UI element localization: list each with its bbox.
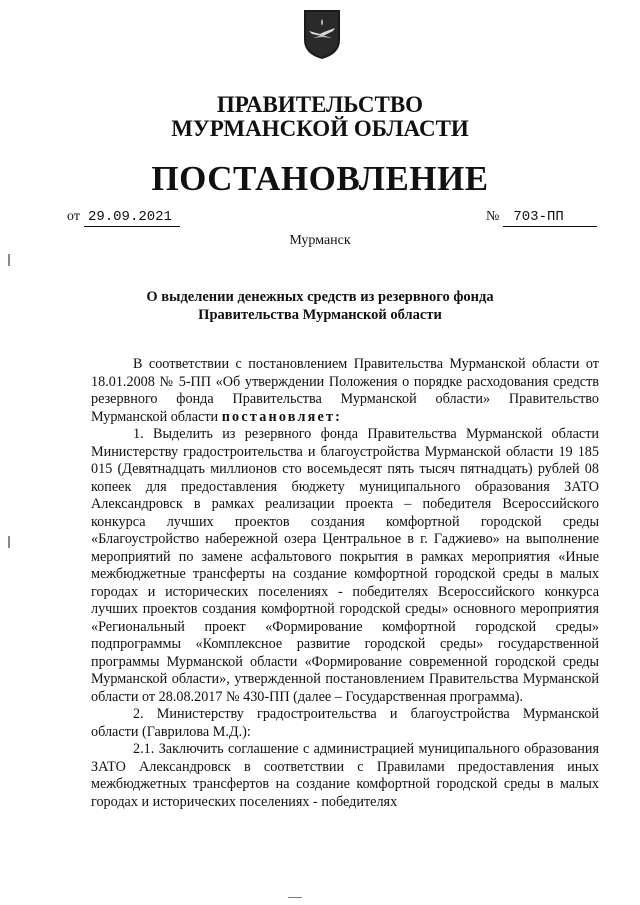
city-name: Мурманск [289, 233, 351, 248]
decree-subject [80, 288, 560, 324]
item-1-paragraph: 1. Выделить из резервного фонда Правительства Мурманской области Министерству градостроительства и благоустройства Мурманской области 19 185 015 (Девятнадцать миллионов сто восемьдесят пять тысяч пятнадцать) рублей 08 копеек для предоставления бюджету муниципального образования ЗАТО Александровск в рамках реализации проекта – победителя Всероссийского конкурса лучших проектов создания комфортной городской среды «Благоустройство набережной озера Центральное в г. Гаджиево» на выполнение мероприятий по замене асфальтового покрытия в рамках мероприятия «Иные межбюджетные трансферты на создание комфортной городской среды в малых городах и исторических поселениях - победителях Всероссийского конкурса лучших проектов создания комфортной городской среды» основного мероприятия «Региональный проект «Формирование комфортной городской среды» подпрограммы «Комплексное развитие городской среды» государственной программы Мурманской области «Формирование современной городской среды Мурманской области», утвержденной постановлением Правительства Мурманской области от 28.08.2017 № 430-ПП (далее – Государственная программа). [91, 426, 599, 705]
decree-number [486, 208, 597, 227]
decree-body [91, 356, 599, 811]
number-value: 703-ПП [503, 208, 597, 227]
subject-line2: Правительства Мурманской области [198, 307, 442, 323]
item-2-1-paragraph: 2.1. Заключить соглашение с администрацией муниципального образования ЗАТО Александровск в соответствии с Правилами предоставления иных межбюджетных трансфертов на создание комфортной городской среды в малых городах и исторических поселениях - победителях [91, 741, 599, 810]
date-value: 29.09.2021 [84, 208, 180, 227]
document-type-title: ПОСТАНОВЛЕНИЕ [151, 159, 489, 198]
page-footer-mark [288, 897, 302, 898]
item-2-paragraph: 2. Министерству градостроительства и благоустройства Мурманской области (Гаврилова М.Д.): [91, 706, 599, 740]
preamble-text: В соответствии с постановлением Правительства Мурманской области от 18.01.2008 № 5-ПП «Об утверждении Положения о порядке расходования средств резервного фонда Правительства Мурманской области» Правительство Мурманской области [91, 356, 599, 425]
scan-margin-mark [8, 536, 10, 548]
decree-date [67, 208, 180, 227]
government-title-line2: МУРМАНСКОЙ ОБЛАСТИ [171, 116, 469, 141]
preamble-paragraph [91, 356, 599, 426]
government-title-line1: ПРАВИТЕЛЬСТВО [216, 92, 424, 117]
subject-line1: О выделении денежных средств из резервного фонда [146, 289, 494, 305]
scan-margin-mark [8, 254, 10, 266]
preamble-decree-word: постановляет: [221, 408, 343, 425]
coat-of-arms-icon [301, 8, 343, 60]
number-prefix: № [486, 209, 500, 224]
date-prefix: от [67, 209, 80, 224]
